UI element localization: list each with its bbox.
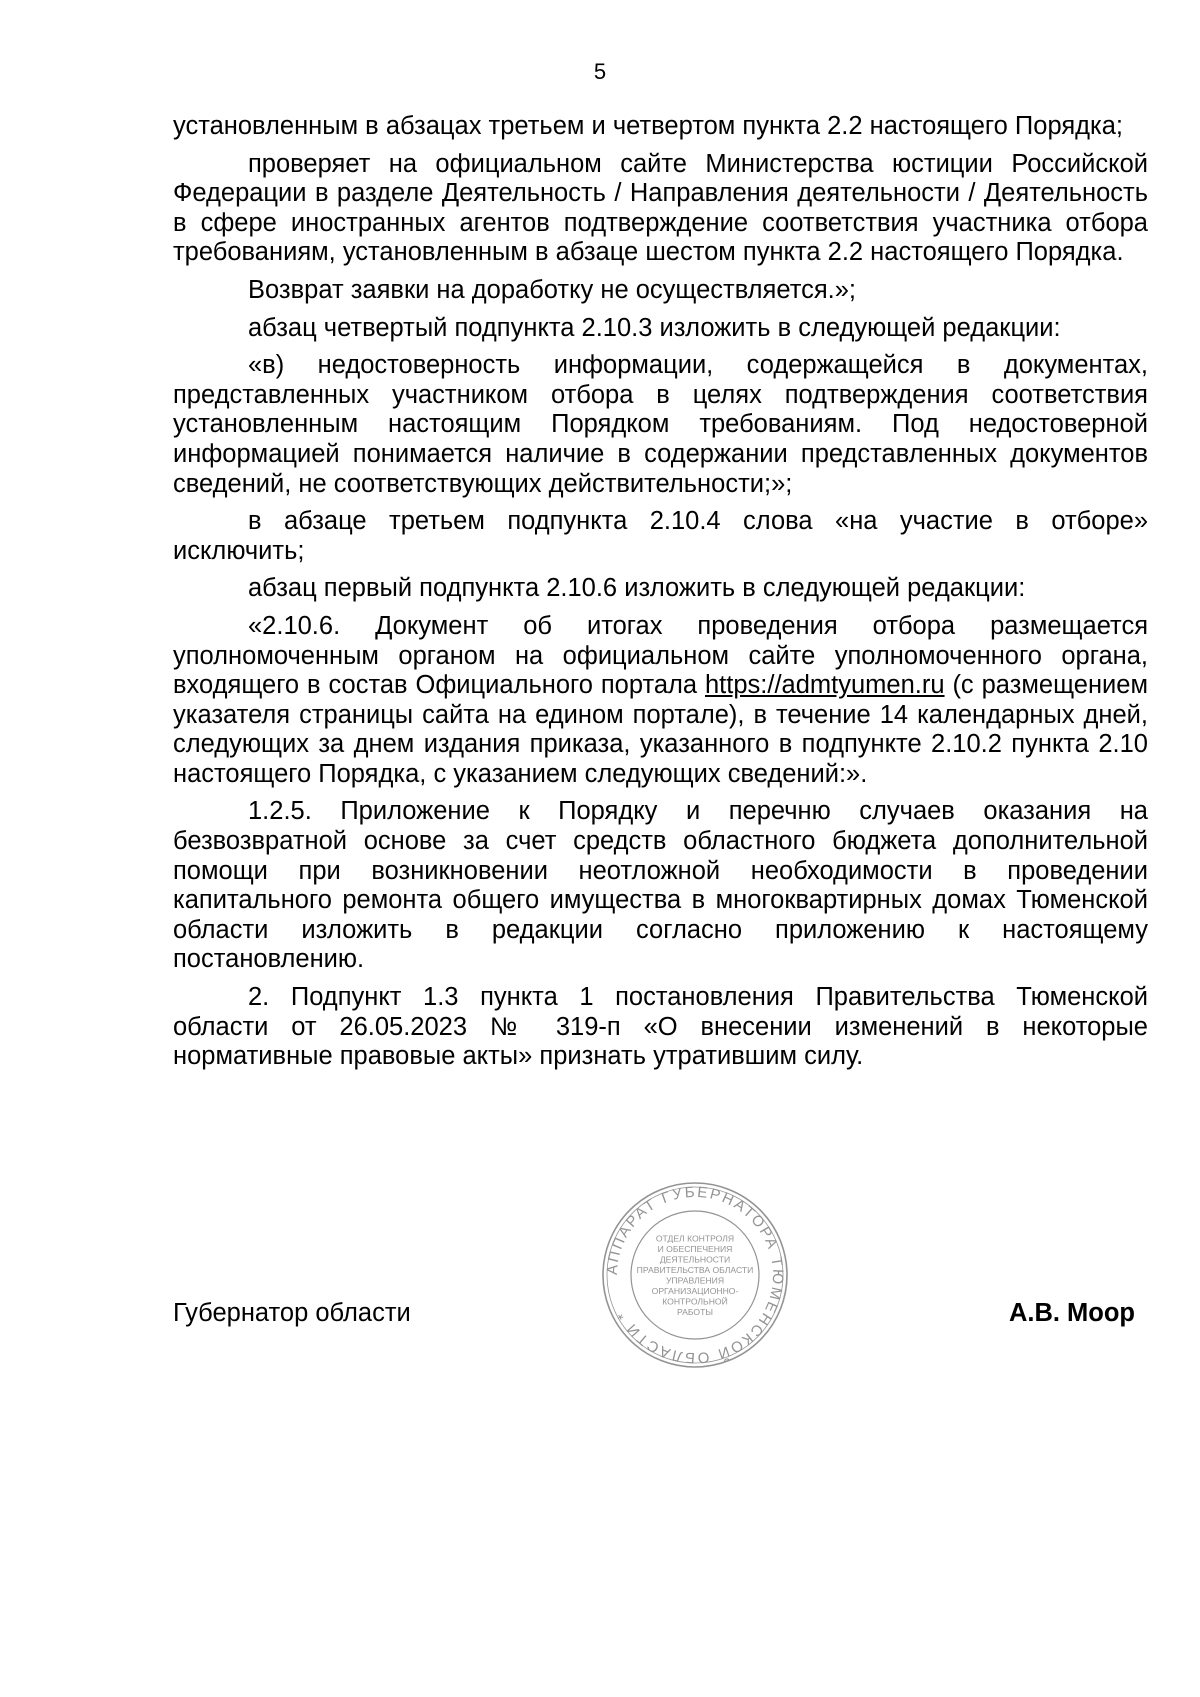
stamp-center-line: ДЕЯТЕЛЬНОСТИ xyxy=(659,1254,731,1265)
stamp-center-line: ОТДЕЛ КОНТРОЛЯ xyxy=(655,1233,735,1244)
stamp-center-line: РАБОТЫ xyxy=(677,1306,713,1317)
signatory-position: Губернатор области xyxy=(173,1299,411,1327)
paragraph: абзац четвертый подпункта 2.10.3 изложить в следующей редакции: xyxy=(248,313,1061,342)
paragraph: абзац первый подпункта 2.10.6 изложить в следующей редакции: xyxy=(248,574,1026,603)
paragraph: Возврат заявки на доработку не осуществляется.»; xyxy=(248,275,857,304)
paragraph-text: «2.10.6. Документ об итогах проведения отбора размещается уполномоченным органом на официальном сайте уполномоченного органа, входящего в состав Официального портала xyxy=(173,611,1148,700)
stamp-center-line: КОНТРОЛЬНОЙ xyxy=(662,1296,728,1307)
paragraph: «в) недостоверность информации, содержащейся в документах, представленных участником отбора в целях подтверждения соответствия установленным настоящим Порядком требованиям. Под недостоверной информацией понимается наличие в содержании представленных документов сведений, не соответствующих действительности;»; xyxy=(173,351,1148,498)
svg-text:АППАРАТ ГУБЕРНАТОРА ТЮМЕНСКОЙ: АППАРАТ ГУБЕРНАТОРА ТЮМЕНСКОЙ ОБЛАСТИ * xyxy=(603,1183,787,1367)
stamp-seal-icon xyxy=(600,1180,790,1370)
paragraph-text: (с размещением указателя страницы сайта на едином портале), в течение 14 календарных дней, следующих за днем издания приказа, указанного в подпункте 2.10.2 пункта 2.10 настоящего Порядка, с указанием следующих сведений:». xyxy=(173,671,1148,788)
stamp-center-line: ОРГАНИЗАЦИОННО- xyxy=(651,1285,739,1296)
page-number: 5 xyxy=(593,59,607,84)
paragraph: 1.2.5. Приложение к Порядку и перечню случаев оказания на безвозвратной основе за счет средств областного бюджета дополнительной помощи при возникновении неотложной необходимости в проведении капитального ремонта общего имущества в многоквартирных домах Тюменской области изложить в редакции согласно приложению к настоящему постановлению. xyxy=(173,797,1148,974)
portal-link[interactable]: https://admtyumen.ru xyxy=(705,671,945,700)
signatory-name: А.В. Моор xyxy=(1008,1299,1135,1327)
stamp-center-line: УПРАВЛЕНИЯ xyxy=(665,1275,725,1286)
official-stamp xyxy=(600,1180,790,1370)
paragraph-with-link xyxy=(173,612,1148,790)
stamp-center-line: И ОБЕСПЕЧЕНИЯ xyxy=(657,1243,733,1254)
paragraph: в абзаце третьем подпункта 2.10.4 слова «на участие в отборе» исключить; xyxy=(173,507,1148,565)
paragraph: установленным в абзацах третьем и четвертом пункта 2.2 настоящего Порядка; xyxy=(173,112,1124,140)
stamp-center-line: ПРАВИТЕЛЬСТВА ОБЛАСТИ xyxy=(636,1264,754,1275)
paragraph: 2. Подпункт 1.3 пункта 1 постановления Правительства Тюменской области от 26.05.2023 № 319-п «О внесении изменений в некоторые нормативные правовые акты» признать утратившим силу. xyxy=(173,983,1148,1071)
paragraph: проверяет на официальном сайте Министерства юстиции Российской Федерации в разделе Деятельность / Направления деятельности / Деятельность в сфере иностранных агентов подтверждение соответствия участника отбора требованиям, установленным в абзаце шестом пункта 2.2 настоящего Порядка. xyxy=(173,149,1148,267)
document-body xyxy=(173,112,1148,1080)
